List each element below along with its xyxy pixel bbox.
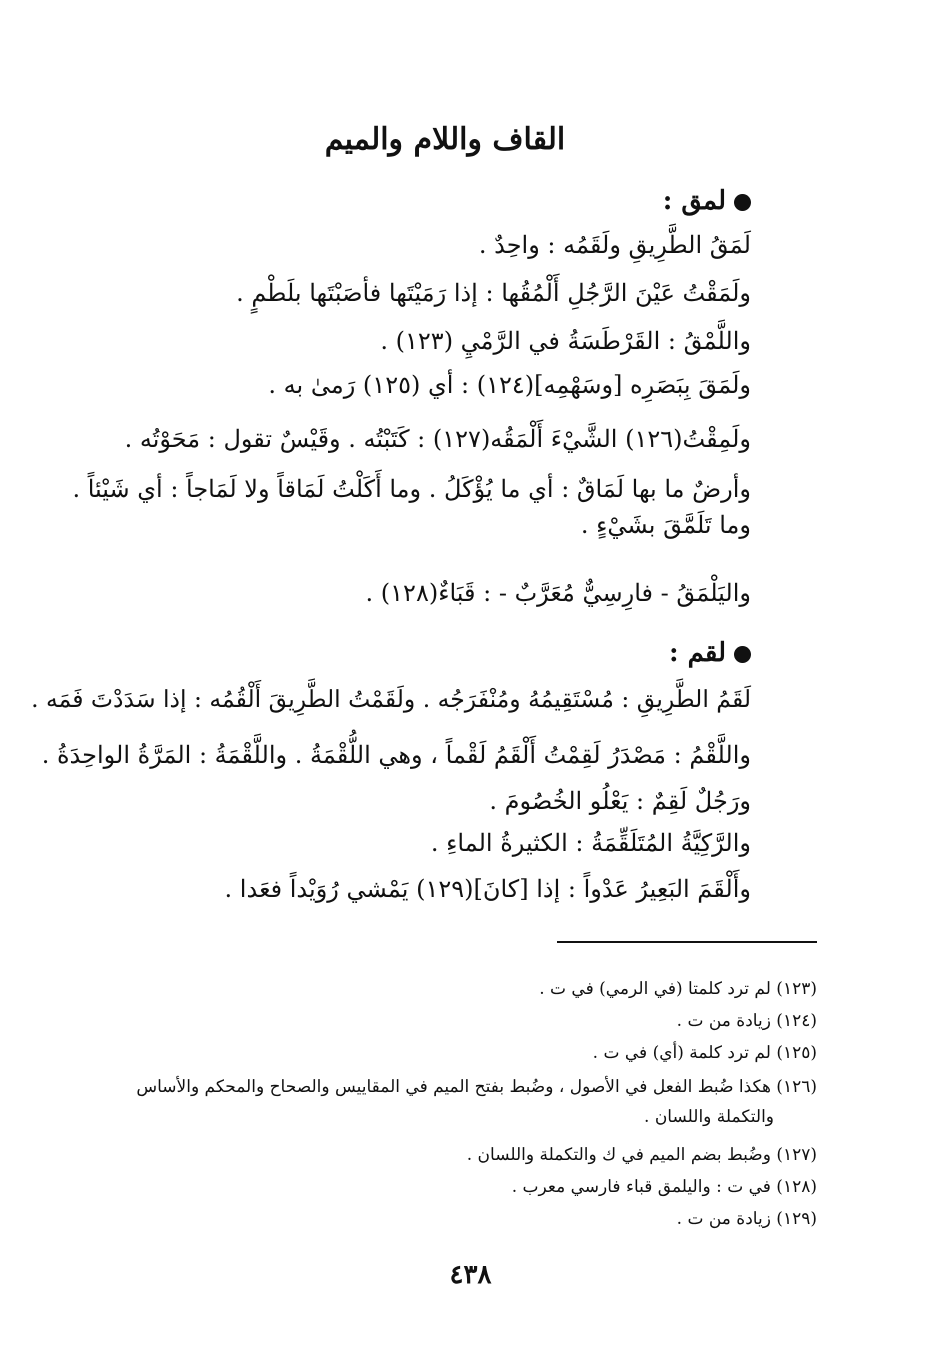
- footnote: (١٢٣) لم ترد كلمتا (في الرمي) في ت .: [539, 979, 817, 999]
- footnote: (١٢٨) في ت : واليلمق قباء فارسي معرب .: [511, 1177, 817, 1197]
- page-number: ٤٣٨: [449, 1260, 492, 1290]
- entry-line: ولَمِقْتُ(١٢٦) الشَّيْءَ أَلْمَقُه(١٢٧) : كَتَبْتُه . وقَيْسٌ تقول : مَحَوْتُه .: [124, 425, 751, 453]
- entry-line: ورَجُلٌ لَقِمٌ : يَعْلُو الخُصُومَ .: [489, 787, 751, 815]
- entry-line: وما تَلَمَّقَ بشَيْءٍ .: [580, 511, 751, 539]
- entry-line: لَمَقُ الطَّرِيقِ ولَقَمُه : واحِدٌ .: [478, 231, 751, 259]
- entry-line: لَقَمُ الطَّرِيقِ : مُسْتَقِيمُهُ ومُنْفَرَجُه . ولَقَمْتُ الطَّرِيقَ أَلْقُمُه : إذا سَدَدْتَ فَمَه .: [31, 685, 751, 713]
- entry-line: ولَمَقْتُ عَيْنَ الرَّجُلِ أَلْمُقُها : إذا رَمَيْتَها فأصَبْتَها بلَطْمٍ .: [236, 279, 751, 307]
- entry-heading-label: لمق :: [662, 186, 726, 216]
- bullet-icon: [734, 194, 751, 211]
- entry-heading-lmq: [663, 186, 751, 216]
- entry-heading-lqm: [669, 638, 751, 668]
- bullet-icon: [734, 646, 751, 663]
- footnote: (١٢٩) زيادة من ت .: [676, 1209, 817, 1229]
- entry-line: ولَمَقَ بِبَصَرِه [وسَهْمِه](١٢٤) : أي (١٢٥) رَمىٰ به .: [268, 371, 751, 399]
- entry-line: وأرضٌ ما بها لَمَاقٌ : أي ما يُؤْكَلُ . وما أَكَلْتُ لَمَاقاً ولا لَمَاجاً : أي شَيْئاً .: [72, 475, 751, 503]
- chapter-title: القاف واللام والميم: [324, 122, 566, 157]
- footnote: (١٢٦) هكذا ضُبط الفعل في الأصول ، وضُبط بفتح الميم في المقاييس والصحاح والمحكم والأساس: [136, 1077, 817, 1097]
- entry-line: وأَلْقَمَ البَعِيرُ عَدْواً : إذا [كانَ](١٢٩) يَمْشي رُوَيْداً فعَدا .: [224, 875, 751, 903]
- entry-line: واليَلْمَقُ - فارِسِيٌّ مُعَرَّبٌ - : قَبَاءٌ(١٢٨) .: [365, 579, 751, 607]
- entry-line: واللَّقْمُ : مَصْدَرُ لَقِمْتُ أَلْقَمُ لَقْماً ، وهي اللُّقْمَةُ . واللَّقْمَةُ : المَرَّةُ الواحِدَةُ .: [41, 741, 751, 769]
- entry-line: والرَّكِيَّةُ المُتَلَقِّمَةُ : الكثيرةُ الماءِ .: [430, 829, 751, 857]
- footnote-continuation: والتكملة واللسان .: [644, 1107, 774, 1127]
- footnote: (١٢٤) زيادة من ت .: [676, 1011, 817, 1031]
- entry-heading-label: لقم :: [668, 638, 726, 668]
- footnote-separator: [557, 941, 817, 943]
- footnote: (١٢٥) لم ترد كلمة (أي) في ت .: [592, 1043, 817, 1063]
- entry-line: واللَّمْقُ : القَرْطَسَةُ في الرَّمْيِ (١٢٣) .: [380, 327, 751, 355]
- footnote: (١٢٧) وضُبط بضم الميم في ك والتكملة واللسان .: [466, 1145, 817, 1165]
